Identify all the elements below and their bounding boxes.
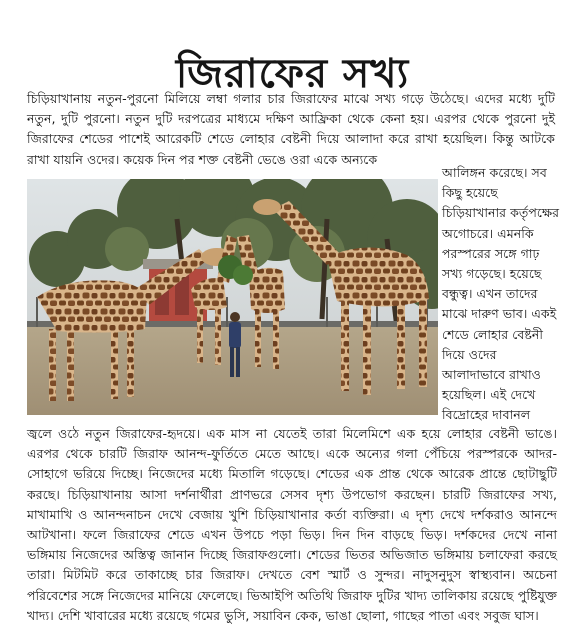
cropped-header-strip [0,0,585,8]
paragraph-intro: চিড়িয়াখানায় নতুন-পুরনো মিলিয়ে লম্বা গলার চার জিরাফের মাঝে সখ্য গড়ে উঠেছে। এদের মধ্যে দুটি নতুন, দুটি পুরনো। নতুন দুটি দরপত্রের মাধ্যমে দক্ষিণ আফ্রিকা থেকে কেনা হয়। এরপর থেকে পুরনো দুই জিরাফের শেডের পাশেই আরেকটি শেডে লোহার বেষ্টনী দিয়ে আলাদা করে রাখা হয়েছিল। কিন্তু আটকে রাখা যায়নি ওদের। কয়েক দিন পর শক্ত বেষ্টনী ভেঙে ওরা একে অন্যকে [27,91,555,167]
paragraph-side: আলিঙ্গন করেছে। সব কিছু হয়েছে চিড়িয়াখানার কর্তৃপক্ষের অগোচরে। এমনকি পরস্পরের সঙ্গে গাঢ় সখ্য গড়েছে। হয়েছে বন্ধুত্ব। এখন তাদের মাঝে দারুণ ভাব। একই শেডে লোহার বেষ্টনী দিয়ে ওদের আলাদাভাবে রাখাও হয়েছিল। এই দেখে বিদ্রোহের দাবানল [442,165,560,423]
giraffe-photo [27,179,438,415]
headline: জিরাফের সখ্য [175,50,410,97]
paragraph-body: জ্বলে ওঠে নতুন জিরাফের-হৃদয়ে। এক মাস না যেতেই তারা মিলেমিশে এক হয়ে লোহার বেষ্টনী ভাঙে। এরপর থেকে চারটি জিরাফ আনন্দ-ফুর্তিতে মেতে আছে। একে অন্যের গলা পেঁচিয়ে পরস্পরকে আদর-সোহাগে ভরিয়ে দিচ্ছে। নিজেদের মধ্যে মিতালি গড়েছে। শেডের এক প্রান্ত থেকে আরেক প্রান্তে ছোটাছুটি করছে। চিড়িয়াখানায় আসা দর্শনার্থীরা প্রাণভরে সেসব দৃশ্য উপভোগ করছেন। চারটি জিরাফের সখ্য, মাখামাখি ও আনন্দনাচন দেখে বেজায় খুশি চিড়িয়াখানার কর্তা ব্যক্তিরা। এ দৃশ্য দেখে দর্শকরাও আনন্দে আটখানা। ফলে জিরাফের শেডে এখন উপচে পড়া ভিড়। দিন দিন বাড়ছে ভিড়। দর্শকদের দেখে নানা ভঙ্গিমায় নিজেদের অস্তিত্ব জানান দিচ্ছে জিরাফগুলো। শেডের ভিতর অভিজাত ভঙ্গিমায় চলাফেরা করছে তারা। মিটমিট করে তাকাচ্ছে চার জিরাফ। দেখতে বেশ স্মার্ট ও সুন্দর। নাদুসনুদুস স্বাস্থ্যবান। অচেনা পরিবেশের সঙ্গে নিজেদের মানিয়ে ফেলেছে। ভিআইপি অতিথি জিরাফ দুটির খাদ্য তালিকায় রয়েছে পুষ্টিযুক্ত খাদ্য। দেশি খাবারের মধ্যে রয়েছে গমের ভুসি, সয়াবিন কেক, ভাঙা ছোলা, গাছের পাতা এবং সবুজ ঘাস। [27,426,557,623]
